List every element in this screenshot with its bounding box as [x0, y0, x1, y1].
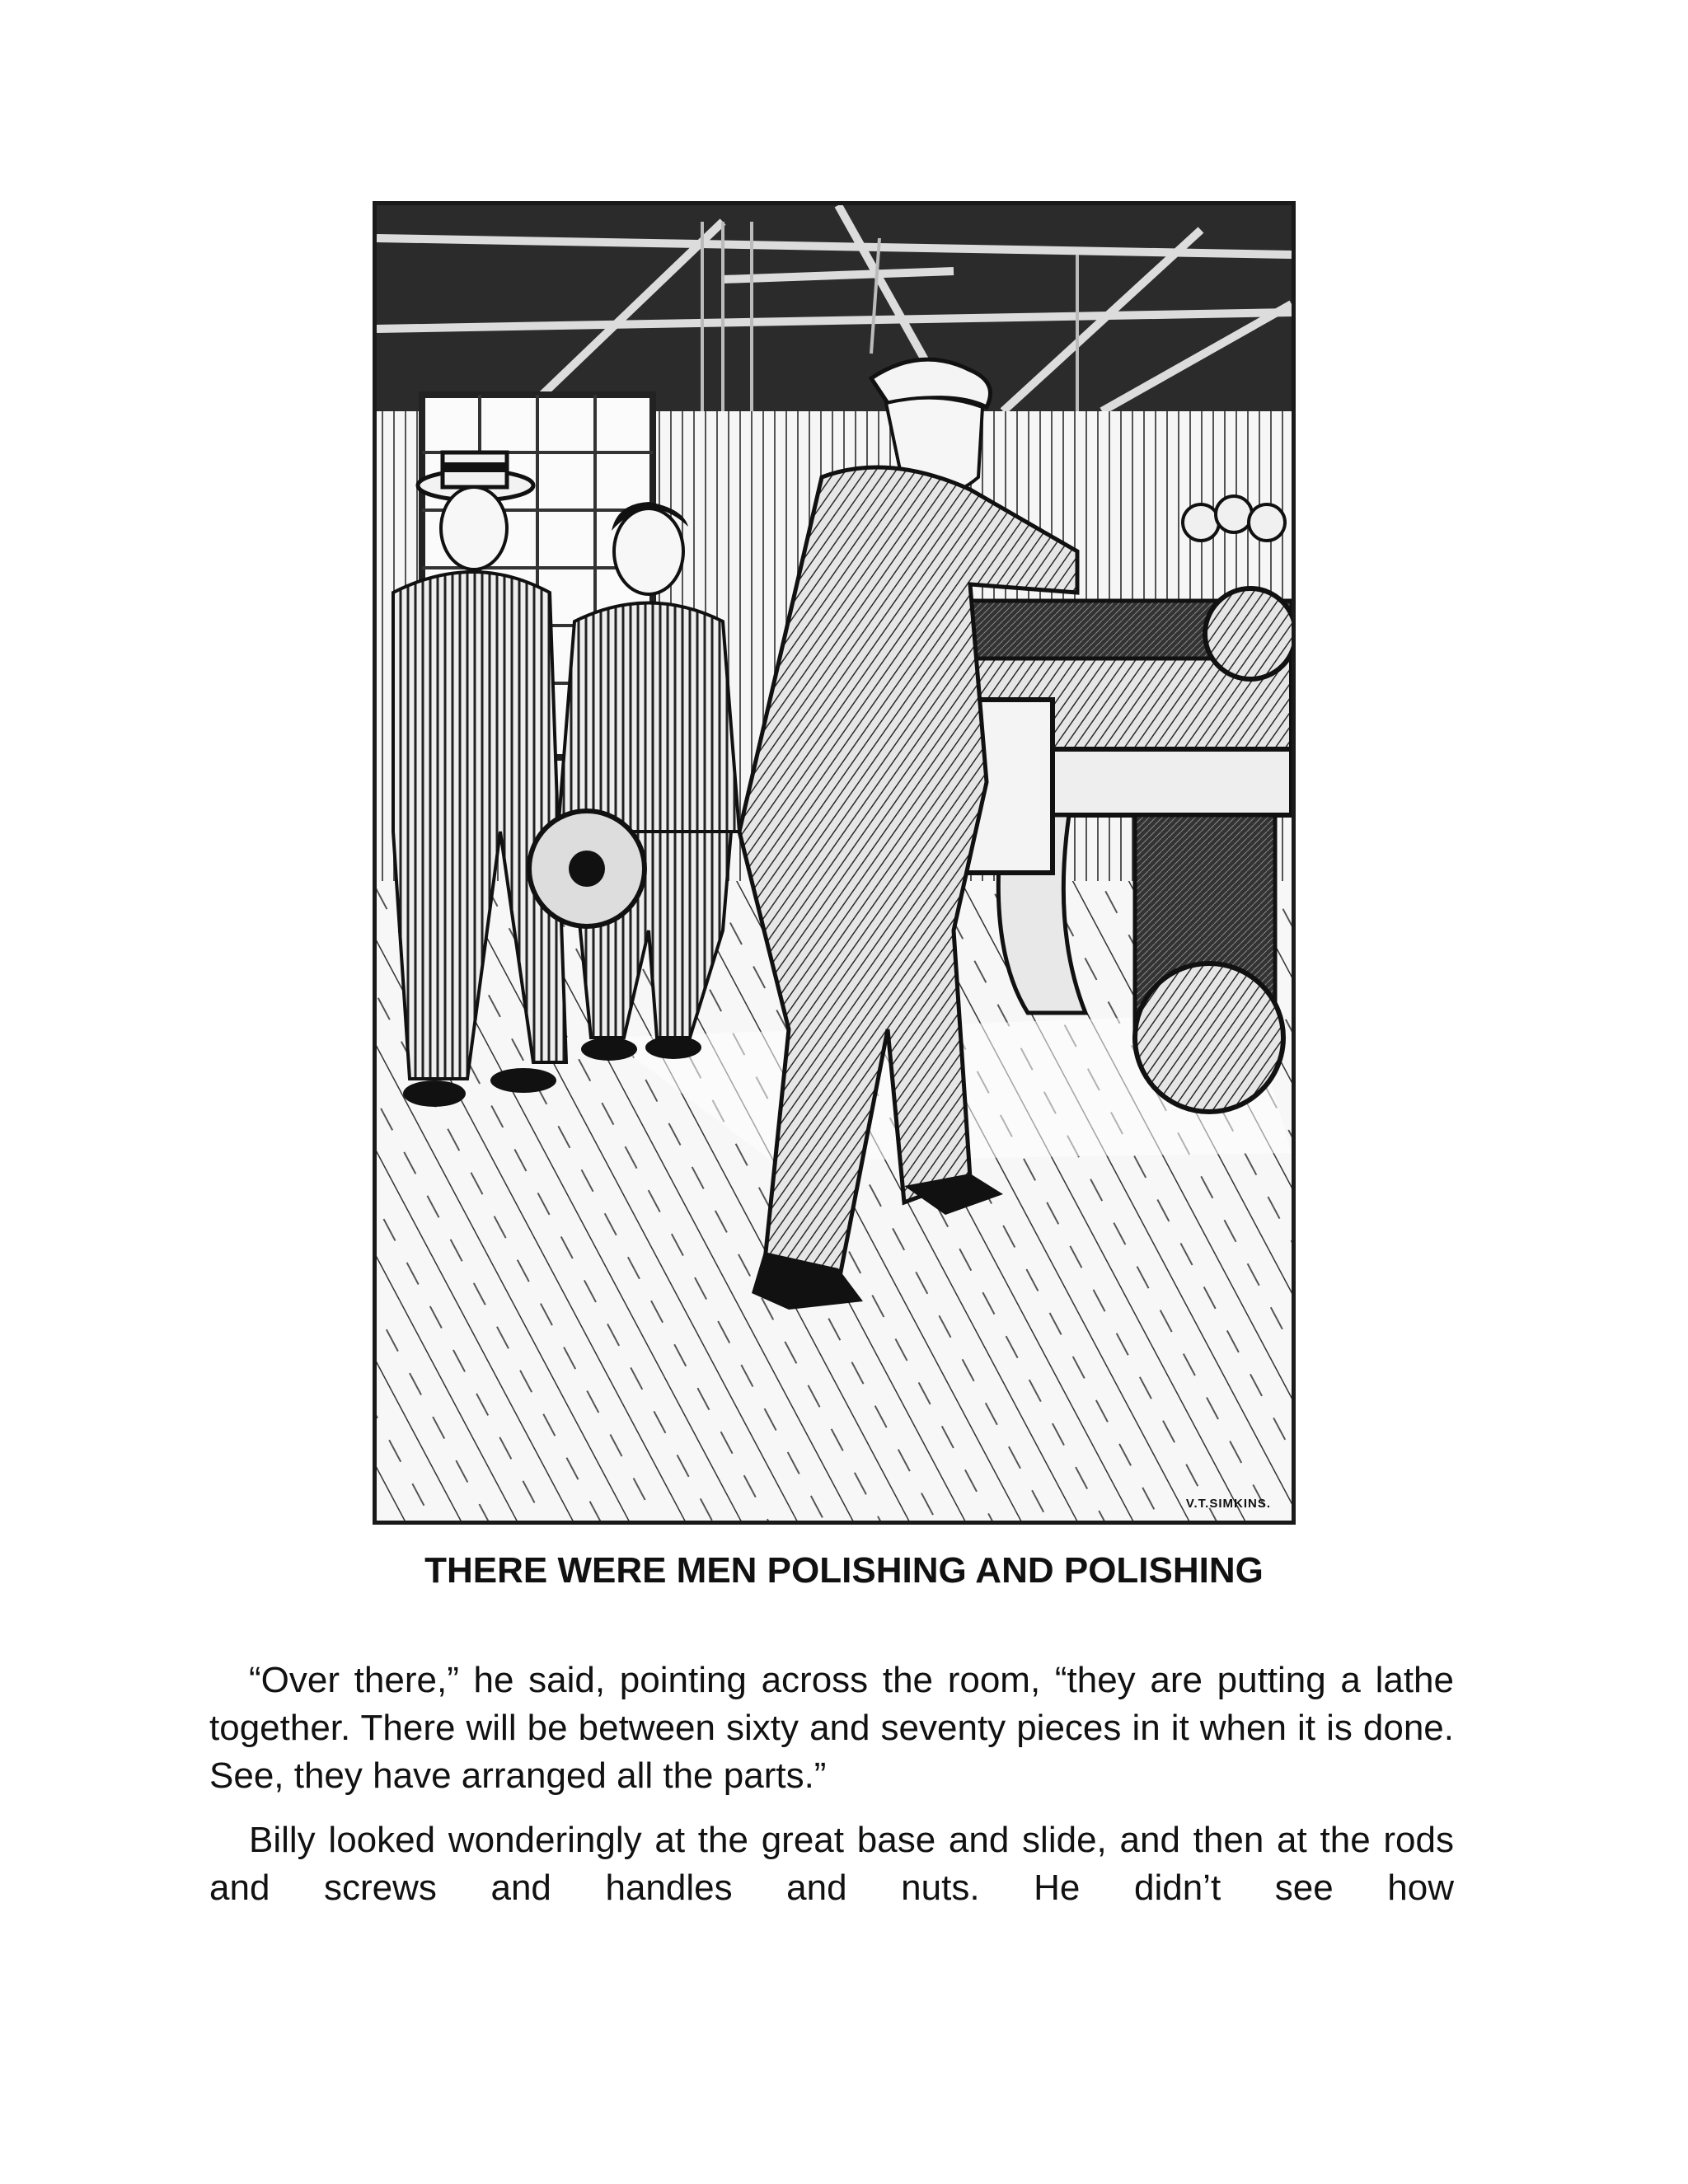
- illustration-workshop-lathe: [373, 201, 1296, 1525]
- paragraph: Billy looked wonderingly at the great base and slide, and then at the rods and screws and handles and nuts. He didn’t see how: [209, 1820, 1454, 1908]
- body-text: [209, 1657, 1454, 1929]
- illustration-drawing: [377, 205, 1292, 1521]
- illustration-caption: THERE WERE MEN POLISHING AND POLISHING: [424, 1550, 1264, 1591]
- artist-signature: V.T.SIMKINS.: [1185, 1497, 1271, 1511]
- paragraph: “Over there,” he said, pointing across the room, “they are putting a lathe together. There will be between sixty and seventy pieces in it when it is done. See, they have arranged all the parts.”: [209, 1660, 1454, 1796]
